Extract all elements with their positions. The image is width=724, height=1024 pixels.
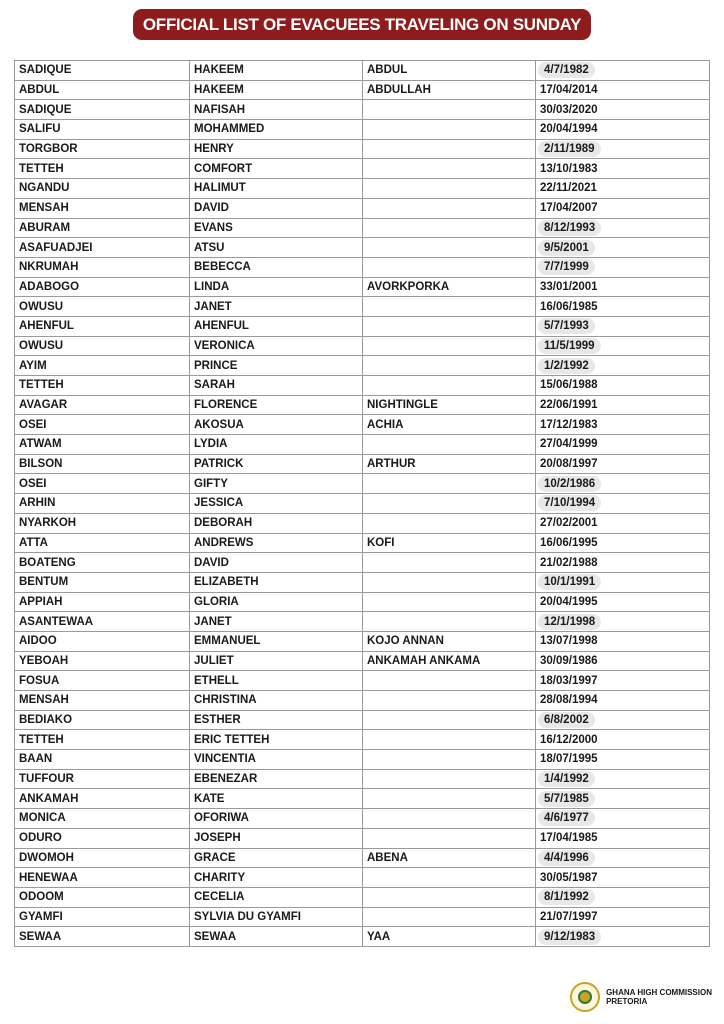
table-row — [15, 159, 710, 179]
other-name-cell — [363, 710, 536, 730]
first-name-cell: EVANS — [190, 218, 363, 238]
dob-cell — [536, 139, 710, 159]
dob-cell: 27/02/2001 — [536, 513, 710, 533]
other-name-cell — [363, 513, 536, 533]
first-name-cell: GLORIA — [190, 592, 363, 612]
table-row — [15, 61, 710, 81]
first-name-cell: CHRISTINA — [190, 691, 363, 711]
dob-value: 7/7/1999 — [538, 259, 595, 275]
footer-org-line1: GHANA HIGH COMMISSION — [606, 988, 712, 997]
dob-cell: 16/12/2000 — [536, 730, 710, 750]
surname-cell: MONICA — [15, 809, 190, 829]
first-name-cell: EMMANUEL — [190, 631, 363, 651]
surname-cell: BEDIAKO — [15, 710, 190, 730]
dob-cell: 17/04/2007 — [536, 198, 710, 218]
dob-cell — [536, 710, 710, 730]
first-name-cell: CECELIA — [190, 887, 363, 907]
other-name-cell — [363, 789, 536, 809]
dob-value: 9/5/2001 — [538, 240, 595, 256]
other-name-cell — [363, 356, 536, 376]
table-row — [15, 454, 710, 474]
dob-cell — [536, 809, 710, 829]
surname-cell: ADABOGO — [15, 277, 190, 297]
first-name-cell: VERONICA — [190, 336, 363, 356]
dob-cell — [536, 257, 710, 277]
table-row — [15, 572, 710, 592]
other-name-cell — [363, 435, 536, 455]
dob-cell: 20/04/1994 — [536, 120, 710, 140]
title-container — [0, 9, 724, 40]
first-name-cell: GRACE — [190, 848, 363, 868]
first-name-cell: EBENEZAR — [190, 769, 363, 789]
first-name-cell: SARAH — [190, 376, 363, 396]
dob-value: 10/1/1991 — [538, 574, 601, 590]
table-row — [15, 789, 710, 809]
first-name-cell: NAFISAH — [190, 100, 363, 120]
dob-cell: 13/07/1998 — [536, 631, 710, 651]
dob-cell — [536, 238, 710, 258]
other-name-cell: KOFI — [363, 533, 536, 553]
table-row — [15, 198, 710, 218]
dob-cell: 21/02/1988 — [536, 553, 710, 573]
table-row — [15, 927, 710, 947]
other-name-cell: YAA — [363, 927, 536, 947]
first-name-cell: ETHELL — [190, 671, 363, 691]
surname-cell: APPIAH — [15, 592, 190, 612]
other-name-cell — [363, 218, 536, 238]
table-row — [15, 395, 710, 415]
table-row — [15, 120, 710, 140]
dob-cell: 21/07/1997 — [536, 907, 710, 927]
dob-cell: 17/12/1983 — [536, 415, 710, 435]
first-name-cell: SYLVIA DU GYAMFI — [190, 907, 363, 927]
dob-cell: 13/10/1983 — [536, 159, 710, 179]
other-name-cell: ABENA — [363, 848, 536, 868]
table-row — [15, 80, 710, 100]
first-name-cell: DAVID — [190, 553, 363, 573]
table-row — [15, 631, 710, 651]
first-name-cell: JANET — [190, 612, 363, 632]
dob-value: 1/4/1992 — [538, 771, 595, 787]
table-row — [15, 809, 710, 829]
dob-cell — [536, 927, 710, 947]
table-row — [15, 710, 710, 730]
surname-cell: TUFFOUR — [15, 769, 190, 789]
first-name-cell: JULIET — [190, 651, 363, 671]
surname-cell: MENSAH — [15, 198, 190, 218]
first-name-cell: LINDA — [190, 277, 363, 297]
surname-cell: ABURAM — [15, 218, 190, 238]
dob-cell: 18/07/1995 — [536, 750, 710, 770]
surname-cell: ASAFUADJEI — [15, 238, 190, 258]
table-row — [15, 179, 710, 199]
surname-cell: ANKAMAH — [15, 789, 190, 809]
surname-cell: TETTEH — [15, 376, 190, 396]
dob-cell: 17/04/2014 — [536, 80, 710, 100]
other-name-cell — [363, 730, 536, 750]
dob-cell: 33/01/2001 — [536, 277, 710, 297]
table-row — [15, 277, 710, 297]
other-name-cell: AVORKPORKA — [363, 277, 536, 297]
table-row — [15, 316, 710, 336]
first-name-cell: OFORIWA — [190, 809, 363, 829]
surname-cell: SADIQUE — [15, 61, 190, 81]
table-row — [15, 750, 710, 770]
dob-cell: 16/06/1985 — [536, 297, 710, 317]
surname-cell: BENTUM — [15, 572, 190, 592]
dob-value: 1/2/1992 — [538, 358, 595, 374]
table-row — [15, 848, 710, 868]
dob-cell — [536, 769, 710, 789]
table-row — [15, 257, 710, 277]
first-name-cell: ELIZABETH — [190, 572, 363, 592]
surname-cell: OSEI — [15, 474, 190, 494]
surname-cell: OWUSU — [15, 297, 190, 317]
first-name-cell: PRINCE — [190, 356, 363, 376]
other-name-cell: ABDULLAH — [363, 80, 536, 100]
surname-cell: TETTEH — [15, 730, 190, 750]
dob-cell — [536, 336, 710, 356]
other-name-cell — [363, 769, 536, 789]
evacuee-table-body — [15, 61, 710, 947]
dob-value: 8/12/1993 — [538, 220, 601, 236]
dob-cell — [536, 61, 710, 81]
other-name-cell — [363, 179, 536, 199]
first-name-cell: ATSU — [190, 238, 363, 258]
other-name-cell — [363, 828, 536, 848]
first-name-cell: GIFTY — [190, 474, 363, 494]
surname-cell: GYAMFI — [15, 907, 190, 927]
first-name-cell: JANET — [190, 297, 363, 317]
surname-cell: NKRUMAH — [15, 257, 190, 277]
dob-cell — [536, 356, 710, 376]
dob-value: 4/4/1996 — [538, 850, 595, 866]
surname-cell: AIDOO — [15, 631, 190, 651]
surname-cell: DWOMOH — [15, 848, 190, 868]
surname-cell: ODOOM — [15, 887, 190, 907]
dob-value: 10/2/1986 — [538, 476, 601, 492]
table-row — [15, 336, 710, 356]
surname-cell: TETTEH — [15, 159, 190, 179]
dob-cell: 22/06/1991 — [536, 395, 710, 415]
other-name-cell — [363, 100, 536, 120]
surname-cell: ABDUL — [15, 80, 190, 100]
first-name-cell: KATE — [190, 789, 363, 809]
first-name-cell: HENRY — [190, 139, 363, 159]
other-name-cell — [363, 612, 536, 632]
footer-brand — [570, 982, 712, 1012]
other-name-cell: ACHIA — [363, 415, 536, 435]
dob-cell: 22/11/2021 — [536, 179, 710, 199]
dob-value: 8/1/1992 — [538, 889, 595, 905]
dob-cell: 30/09/1986 — [536, 651, 710, 671]
table-row — [15, 730, 710, 750]
table-row — [15, 769, 710, 789]
other-name-cell: ABDUL — [363, 61, 536, 81]
other-name-cell: KOJO ANNAN — [363, 631, 536, 651]
other-name-cell — [363, 809, 536, 829]
dob-cell: 17/04/1985 — [536, 828, 710, 848]
surname-cell: SEWAA — [15, 927, 190, 947]
dob-cell: 15/06/1988 — [536, 376, 710, 396]
surname-cell: BAAN — [15, 750, 190, 770]
other-name-cell — [363, 553, 536, 573]
dob-cell: 18/03/1997 — [536, 671, 710, 691]
surname-cell: HENEWAA — [15, 868, 190, 888]
surname-cell: ARHIN — [15, 494, 190, 514]
surname-cell: OWUSU — [15, 336, 190, 356]
first-name-cell: MOHAMMED — [190, 120, 363, 140]
table-row — [15, 100, 710, 120]
table-row — [15, 435, 710, 455]
table-row — [15, 513, 710, 533]
dob-cell: 20/04/1995 — [536, 592, 710, 612]
page-title: OFFICIAL LIST OF EVACUEES TRAVELING ON SUNDAY — [133, 9, 591, 40]
dob-cell: 16/06/1995 — [536, 533, 710, 553]
other-name-cell — [363, 376, 536, 396]
other-name-cell — [363, 159, 536, 179]
surname-cell: SADIQUE — [15, 100, 190, 120]
other-name-cell — [363, 868, 536, 888]
table-row — [15, 238, 710, 258]
table-row — [15, 553, 710, 573]
other-name-cell — [363, 297, 536, 317]
first-name-cell: CHARITY — [190, 868, 363, 888]
table-row — [15, 828, 710, 848]
table-row — [15, 671, 710, 691]
dob-value: 2/11/1989 — [538, 141, 601, 157]
other-name-cell — [363, 494, 536, 514]
other-name-cell — [363, 120, 536, 140]
first-name-cell: HAKEEM — [190, 80, 363, 100]
table-row — [15, 218, 710, 238]
other-name-cell — [363, 907, 536, 927]
table-row — [15, 297, 710, 317]
surname-cell: OSEI — [15, 415, 190, 435]
first-name-cell: DEBORAH — [190, 513, 363, 533]
dob-value: 5/7/1985 — [538, 791, 595, 807]
first-name-cell: ESTHER — [190, 710, 363, 730]
first-name-cell: JESSICA — [190, 494, 363, 514]
surname-cell: TORGBOR — [15, 139, 190, 159]
surname-cell: AHENFUL — [15, 316, 190, 336]
other-name-cell — [363, 316, 536, 336]
other-name-cell — [363, 198, 536, 218]
table-row — [15, 139, 710, 159]
table-row — [15, 887, 710, 907]
dob-cell — [536, 612, 710, 632]
other-name-cell: ARTHUR — [363, 454, 536, 474]
first-name-cell: ERIC TETTEH — [190, 730, 363, 750]
first-name-cell: VINCENTIA — [190, 750, 363, 770]
table-row — [15, 907, 710, 927]
surname-cell: ATTA — [15, 533, 190, 553]
first-name-cell: JOSEPH — [190, 828, 363, 848]
table-row — [15, 376, 710, 396]
first-name-cell: COMFORT — [190, 159, 363, 179]
first-name-cell: AHENFUL — [190, 316, 363, 336]
table-row — [15, 533, 710, 553]
other-name-cell: NIGHTINGLE — [363, 395, 536, 415]
surname-cell: ODURO — [15, 828, 190, 848]
other-name-cell — [363, 887, 536, 907]
surname-cell: NGANDU — [15, 179, 190, 199]
footer-org — [606, 988, 712, 1006]
table-row — [15, 592, 710, 612]
surname-cell: BILSON — [15, 454, 190, 474]
dob-cell — [536, 887, 710, 907]
dob-cell — [536, 789, 710, 809]
dob-value: 9/12/1983 — [538, 929, 601, 945]
other-name-cell — [363, 592, 536, 612]
other-name-cell — [363, 139, 536, 159]
other-name-cell — [363, 257, 536, 277]
evacuee-table — [14, 60, 710, 947]
surname-cell: FOSUA — [15, 671, 190, 691]
dob-cell — [536, 494, 710, 514]
first-name-cell: LYDIA — [190, 435, 363, 455]
dob-value: 7/10/1994 — [538, 495, 601, 511]
dob-value: 4/7/1982 — [538, 62, 595, 78]
dob-value: 5/7/1993 — [538, 318, 595, 334]
first-name-cell: PATRICK — [190, 454, 363, 474]
dob-cell — [536, 218, 710, 238]
table-row — [15, 494, 710, 514]
first-name-cell: HAKEEM — [190, 61, 363, 81]
surname-cell: AVAGAR — [15, 395, 190, 415]
surname-cell: NYARKOH — [15, 513, 190, 533]
first-name-cell: SEWAA — [190, 927, 363, 947]
surname-cell: BOATENG — [15, 553, 190, 573]
surname-cell: MENSAH — [15, 691, 190, 711]
dob-cell — [536, 474, 710, 494]
first-name-cell: AKOSUA — [190, 415, 363, 435]
other-name-cell — [363, 336, 536, 356]
ghana-coat-of-arms-icon — [570, 982, 600, 1012]
first-name-cell: ANDREWS — [190, 533, 363, 553]
other-name-cell — [363, 691, 536, 711]
first-name-cell: BEBECCA — [190, 257, 363, 277]
table-row — [15, 868, 710, 888]
footer-org-line2: PRETORIA — [606, 997, 648, 1006]
other-name-cell — [363, 474, 536, 494]
other-name-cell — [363, 238, 536, 258]
table-row — [15, 691, 710, 711]
table-row — [15, 651, 710, 671]
dob-value: 4/6/1977 — [538, 810, 595, 826]
dob-cell — [536, 572, 710, 592]
first-name-cell: FLORENCE — [190, 395, 363, 415]
other-name-cell: ANKAMAH ANKAMA — [363, 651, 536, 671]
dob-value: 12/1/1998 — [538, 614, 601, 630]
first-name-cell: DAVID — [190, 198, 363, 218]
dob-cell: 20/08/1997 — [536, 454, 710, 474]
table-row — [15, 356, 710, 376]
surname-cell: SALIFU — [15, 120, 190, 140]
other-name-cell — [363, 671, 536, 691]
surname-cell: ASANTEWAA — [15, 612, 190, 632]
dob-cell: 30/05/1987 — [536, 868, 710, 888]
dob-cell: 30/03/2020 — [536, 100, 710, 120]
dob-value: 6/8/2002 — [538, 712, 595, 728]
other-name-cell — [363, 750, 536, 770]
dob-cell — [536, 316, 710, 336]
other-name-cell — [363, 572, 536, 592]
dob-cell: 27/04/1999 — [536, 435, 710, 455]
dob-cell: 28/08/1994 — [536, 691, 710, 711]
dob-value: 11/5/1999 — [538, 338, 601, 354]
surname-cell: YEBOAH — [15, 651, 190, 671]
table-row — [15, 474, 710, 494]
table-row — [15, 415, 710, 435]
first-name-cell: HALIMUT — [190, 179, 363, 199]
dob-cell — [536, 848, 710, 868]
surname-cell: AYIM — [15, 356, 190, 376]
table-row — [15, 612, 710, 632]
surname-cell: ATWAM — [15, 435, 190, 455]
